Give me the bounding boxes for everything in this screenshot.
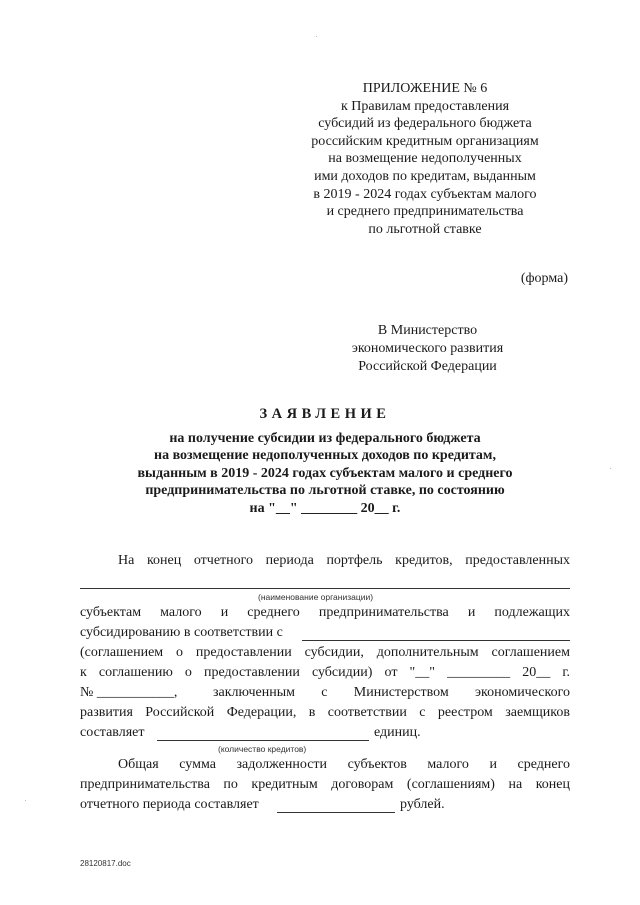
org-name-caption: (наименование организации) — [258, 592, 374, 602]
addressee-block — [340, 322, 515, 376]
footer-file-name: 28120817.doc — [80, 859, 131, 868]
body-line — [213, 685, 570, 701]
loan-count-field-line[interactable] — [157, 740, 369, 741]
title-line: выданным в 2019 - 2024 годах субъектам малого и среднего — [137, 465, 513, 481]
scan-speck — [25, 800, 26, 801]
body-text: отчетного периода составляет — [80, 797, 259, 812]
addressee-line: В Министерство — [377, 323, 478, 338]
body-line — [80, 665, 570, 681]
appendix-line: и среднего предпринимательства — [326, 204, 524, 220]
body-text: (соглашением о предоставлении субсидии, дополнительным соглашением — [80, 645, 570, 660]
appendix-line: ими доходов по кредитам, выданным — [314, 168, 536, 184]
body-text: субъектам малого и среднего предпринимательства и подлежащих — [80, 605, 570, 620]
appendix-header — [300, 80, 550, 238]
body-line — [374, 725, 454, 741]
body-line — [80, 797, 570, 813]
appendix-line: российским кредитным организациям — [311, 133, 539, 149]
scan-speck — [610, 468, 611, 469]
body-line — [118, 757, 570, 773]
title-line: на возмещение недополученных доходов по кредитам, — [154, 448, 496, 464]
body-line — [80, 605, 570, 621]
body-line — [80, 645, 570, 661]
body-line — [400, 797, 480, 813]
appendix-line: на возмещение недополученных — [328, 151, 522, 167]
body-line — [118, 553, 570, 569]
debt-amount-field-line[interactable] — [277, 812, 395, 813]
document-title: ЗАЯВЛЕНИЕ — [259, 406, 391, 422]
title-line: предпринимательства по льготной ставке, по состоянию — [145, 483, 505, 499]
body-line — [80, 777, 570, 793]
loan-count-caption: (количество кредитов) — [218, 744, 307, 754]
body-text: рублей. — [400, 797, 445, 812]
body-text: предпринимательства по кредитным договорам (соглашениям) на конец — [80, 777, 570, 792]
document-title-block — [80, 406, 570, 518]
body-text: Общая сумма задолженности субъектов малого и среднего — [118, 757, 570, 772]
body-line — [80, 725, 570, 741]
addressee-line: Российской Федерации — [358, 359, 497, 374]
scan-speck — [316, 36, 317, 37]
org-name-field-line[interactable] — [80, 588, 570, 589]
body-line — [80, 625, 570, 641]
body-line — [80, 705, 570, 721]
appendix-line: к Правилам предоставления — [340, 98, 510, 114]
appendix-line: в 2019 - 2024 годах субъектам малого — [313, 186, 537, 202]
appendix-line: ПРИЛОЖЕНИЕ № 6 — [362, 81, 488, 96]
body-text: развития Российской Федерации, в соответствии с реестром заемщиков — [80, 705, 570, 720]
body-text: к соглашению о предоставлении субсидии) от "__" _________ 20__ г. — [80, 665, 570, 680]
appendix-line: субсидий из федерального бюджета — [318, 116, 532, 132]
form-label: (форма) — [520, 271, 568, 286]
agreement-field-line[interactable] — [302, 640, 570, 641]
addressee-line: экономического развития — [351, 341, 504, 356]
agreement-number: № ___________, — [80, 685, 178, 700]
body-text: субсидированию в соответствии с — [80, 625, 283, 640]
body-text: составляет — [80, 725, 145, 740]
title-date-line: на "__" ________ 20__ г. — [249, 500, 401, 516]
appendix-line: по льготной ставке — [368, 221, 482, 237]
title-line: на получение субсидии из федерального бюджета — [169, 430, 481, 446]
body-text: заключенным с Министерством экономического — [213, 685, 570, 700]
body-text: единиц. — [374, 725, 421, 740]
body-text: На конец отчетного периода портфель кредитов, предоставленных — [118, 553, 570, 568]
